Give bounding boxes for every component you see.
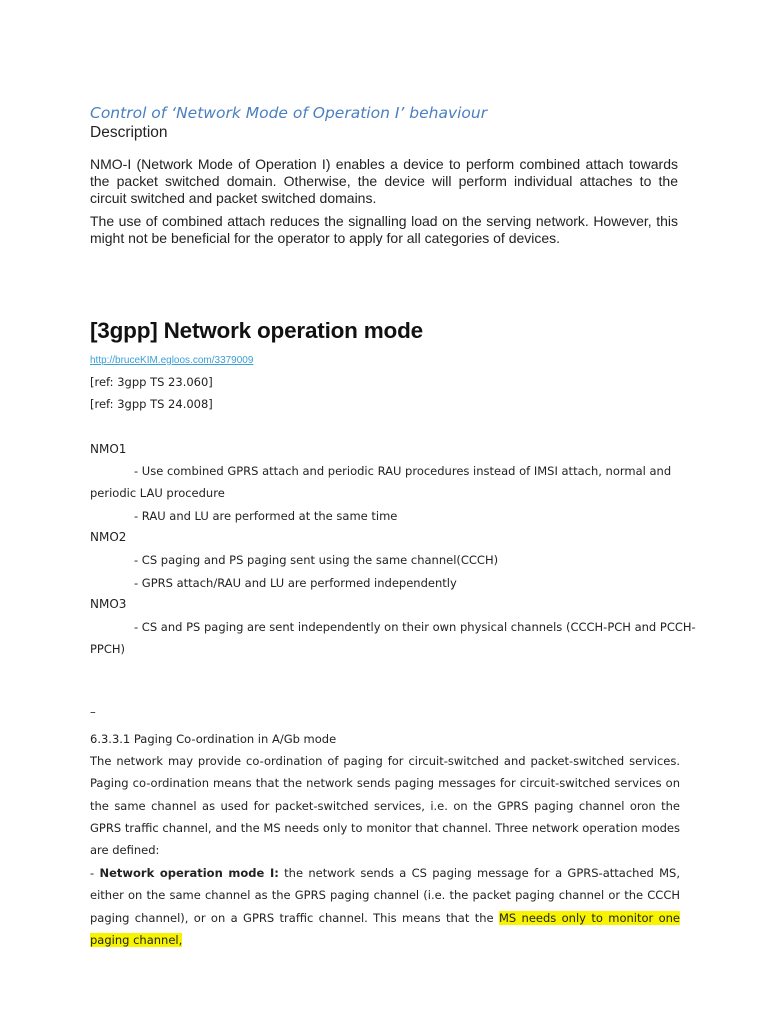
nmo2-label: NMO2 (90, 530, 127, 544)
reference-line: [ref: 3gpp TS 23.060] (90, 375, 213, 389)
nmo1-item: - Use combined GPRS attach and periodic RAU procedures instead of IMSI attach, normal and (134, 464, 672, 478)
nmo1-label: NMO1 (90, 442, 127, 456)
nmo3-item: - CS and PS paging are sent independently on their own physical channels (CCCH-PCH and PCCH- (134, 620, 696, 634)
highlighted-text: MS needs only to monitor one paging channel, (90, 910, 680, 947)
description-heading: Description (90, 124, 168, 141)
mode1-text: the network sends a CS paging message for a GPRS-attached MS, either on the same channel as the GPRS paging channel (i.e. the packet paging channel or the CCCH paging channel), or on a GPRS traffic channel. This means that the (90, 866, 680, 925)
clause-paragraph: The network may provide co-ordination of paging for circuit-switched and packet-switched services. Paging co-ordination means that the network sends paging messages for circuit-switched services on the same channel as used for packet-switched services, i.e. on the GPRS paging channel oron the GPRS traffic channel, and the MS needs only to monitor that channel. Three network operation modes are defined: (90, 754, 680, 858)
mode1-prefix: - (90, 866, 100, 880)
nmo2-item: - CS paging and PS paging sent using the same channel(CCCH) (134, 553, 499, 567)
nmo2-item: - GPRS attach/RAU and LU are performed independently (134, 576, 457, 590)
article-title: [3gpp] Network operation mode (90, 318, 423, 343)
reference-line: [ref: 3gpp TS 24.008] (90, 397, 213, 411)
source-link[interactable]: http://bruceKIM.egloos.com/3379009 (90, 355, 254, 366)
clause-title: 6.3.3.1 Paging Co-ordination in A/Gb mode (90, 732, 337, 746)
mode1-label: Network operation mode I: (99, 866, 279, 880)
mode1-paragraph (90, 862, 680, 951)
paragraph-combined-attach: The use of combined attach reduces the signalling load on the serving network. However, this might not be beneficial for the operator to apply for all categories of devices. (90, 213, 678, 246)
section-heading: Control of ‘Network Mode of Operation I’ behaviour (90, 104, 488, 122)
separator-dash: – (90, 705, 96, 719)
nmo1-item: - RAU and LU are performed at the same time (134, 509, 398, 523)
nmo3-label: NMO3 (90, 597, 127, 611)
paragraph-nmo-intro: NMO-I (Network Mode of Operation I) enables a device to perform combined attach towards the packet switched domain. Otherwise, the device will perform individual attaches to the circuit switched and packet switched domains. (90, 156, 678, 206)
nmo3-item-continued: PPCH) (90, 642, 126, 656)
nmo1-item-continued: periodic LAU procedure (90, 486, 225, 500)
